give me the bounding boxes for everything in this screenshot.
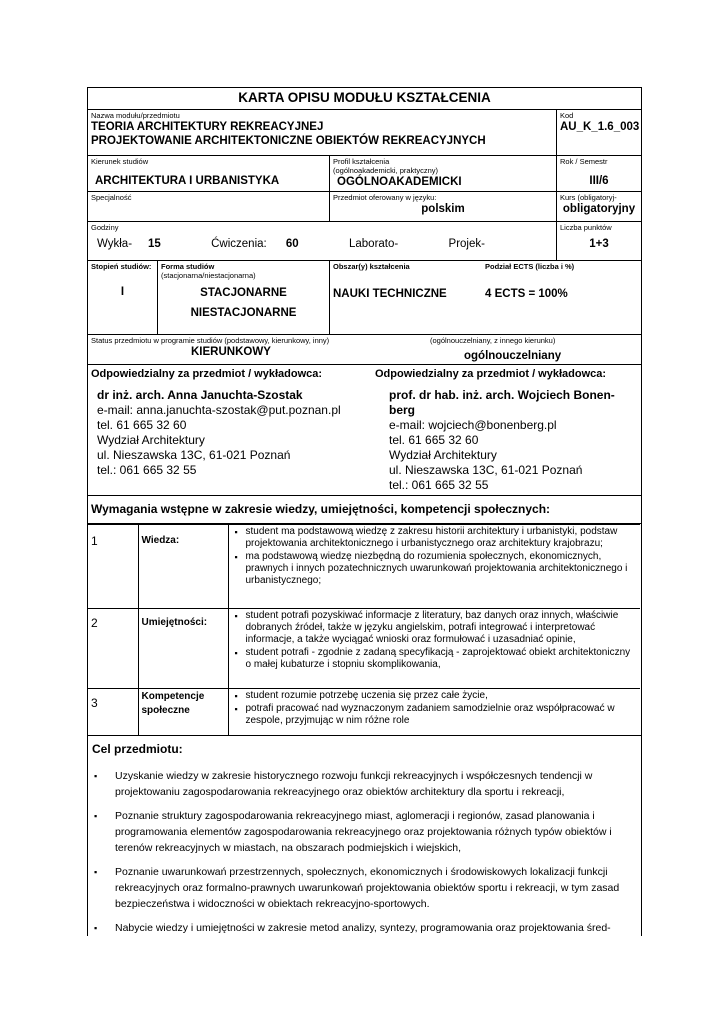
lecturers-row	[91, 367, 638, 493]
module-name-line1: TEORIA ARCHITEKTURY REKREACYJNEJ	[91, 121, 324, 133]
module-card	[87, 87, 641, 936]
lecturer-1-phone: tel. 61 665 32 60	[97, 418, 187, 432]
requirement-row	[88, 525, 640, 609]
lecturer-2-tel: tel.: 061 665 32 55	[389, 478, 489, 492]
goal-text: Poznanie struktury zagospodarowania rekreacyjnego miast, aglomeracji i regionów, zasad planowania i programowania elementów zagospodarowania rekreacyjnego oraz projektowania różnych typów obiektów i terenów rekreacyjnych w miastach, na obszarach podmiejskich i wiejskich,	[115, 809, 612, 854]
course-value: obligatoryjny	[562, 203, 636, 215]
level-cell	[88, 261, 158, 335]
module-name-label: Nazwa modułu/przedmiotu	[91, 111, 180, 120]
goals-heading: Cel przedmiotu:	[92, 741, 183, 756]
requirement-num: 1	[88, 525, 138, 609]
form-value-2: NIESTACJONARNE	[190, 307, 297, 319]
status-label: Status przedmiotu w programie studiów (podstawowy, kierunkowy, inny)	[91, 336, 330, 345]
requirements-heading: Wymagania wstępne w zakresie wiedzy, umiejętności, kompetencji społecznych:	[88, 496, 642, 524]
lecturer-1-email: e-mail: anna.januchta-szostak@put.poznan.pl	[97, 403, 341, 417]
language-label: Przedmiot oferowany w języku:	[333, 193, 437, 202]
area-value: NAUKI TECHNICZNE	[333, 288, 447, 300]
lecturer-2-phone: tel. 61 665 32 60	[389, 433, 479, 447]
direction-cell	[88, 156, 330, 192]
lecture-label: Wykła-	[97, 238, 133, 250]
ects-value: 4 ECTS = 100%	[485, 288, 568, 300]
area-cell	[330, 261, 642, 335]
ects-label: Podział ECTS (liczba i %)	[485, 262, 575, 271]
direction-label: Kierunek studiów	[91, 157, 149, 166]
status-labels	[91, 336, 638, 345]
lab-label: Laborato-	[349, 238, 399, 250]
goal-text: Poznanie uwarunkowań przestrzennych, społecznych, ekonomicznych i środowiskowych lokalizacji funkcji rekreacyjnych oraz formalno-prawnych uwarunkowań projektowania obiektów sportu i rekreacji, w tym zasad bezpieczeństwa i widoczności w obiektach rekreacyjno-sportowych.	[115, 865, 620, 910]
module-code: AU_K_1.6_003	[560, 121, 640, 133]
requirement-item: ▪ student potrafi pozyskiwać informacje z literatury, baz danych oraz innych, właściwie dobranych źródeł, także w języku angielskim, potrafi integrować i interpretować informacje, a także wyciągać wnioski oraz formułować i uzasadniać opinie,	[246, 610, 638, 646]
profile-value: OGÓLNOAKADEMICKI	[337, 176, 462, 188]
level-value: I	[120, 286, 125, 298]
project-label: Projek-	[448, 238, 485, 250]
requirement-num: 2	[88, 609, 138, 689]
status-cell	[88, 335, 642, 365]
form-sublabel: (stacjonarna/niestacjonarna)	[161, 271, 256, 280]
exercise-label: Ćwiczenia:	[211, 238, 267, 250]
requirement-item: ▪ student ma podstawową wiedzę z zakresu historii architektury i urbanistyki, podstaw projektowania architektonicznego i urbanistycznego oraz architektury krajobrazu;	[246, 526, 638, 550]
specialty-cell	[88, 192, 330, 222]
lecturer-2-faculty: Wydział Architektury	[389, 448, 497, 462]
requirement-items	[228, 609, 640, 689]
lecturer-1-faculty: Wydział Architektury	[97, 433, 205, 447]
lecturer-2	[375, 367, 615, 493]
points-value: 1+3	[589, 238, 609, 250]
lecturer-1-tel: tel.: 061 665 32 55	[97, 463, 197, 477]
module-name-line2: PROJEKTOWANIE ARCHITEKTONICZNE OBIEKTÓW REKREACYJNYCH	[91, 135, 486, 147]
level-label: Stopień studiów:	[91, 262, 152, 271]
general-label: (ogólnouczelniany, z innego kierunku)	[430, 336, 556, 345]
status-value: KIERUNKOWY	[191, 346, 271, 358]
year-label: Rok / Semestr	[560, 157, 608, 166]
requirement-items	[228, 689, 640, 735]
lecturer-2-name-2: berg	[389, 403, 416, 417]
points-cell	[557, 222, 642, 261]
year-value: III/6	[589, 175, 609, 187]
module-code-cell	[557, 110, 642, 156]
language-value: polskim	[421, 203, 465, 215]
form-label: Forma studiów	[161, 262, 215, 271]
requirements-cell	[88, 524, 642, 736]
form-cell	[158, 261, 330, 335]
goals-list	[92, 768, 635, 936]
requirement-item: ▪ student rozumie potrzebę uczenia się przez całe życie,	[246, 690, 638, 702]
lecturer-2-email: e-mail: wojciech@bonenberg.pl	[389, 418, 557, 432]
goal-text: Nabycie wiedzy i umiejętności w zakresie metod analizy, syntezy, programowania oraz projektowania śred-	[115, 921, 611, 934]
hours-label: Godziny	[91, 223, 119, 232]
lecturers-cell	[88, 365, 642, 496]
specialty-label: Specjalność	[91, 193, 132, 202]
lecturer-1-address: ul. Nieszawska 13C, 61-021 Poznań	[97, 448, 291, 462]
language-cell	[330, 192, 557, 222]
area-label: Obszar(y) kształcenia	[333, 262, 410, 271]
lecturer-2-heading: Odpowiedzialny za przedmiot / wykładowca:	[375, 368, 607, 380]
lecturer-2-name-1: prof. dr hab. inż. arch. Wojciech Bonen-	[389, 388, 615, 402]
area-header	[333, 262, 638, 271]
requirements-table	[88, 524, 640, 735]
profile-sublabel: (ogólnoakademicki, praktyczny)	[333, 166, 439, 175]
lecturer-1	[91, 367, 375, 493]
requirement-item: ▪ ma podstawową wiedzę niezbędną do rozumienia społecznych, ekonomicznych, prawnych i innych pozatechnicznych uwarunkowań projektowania architektonicznego i urbanistycznego;	[246, 551, 638, 587]
course-cell	[557, 192, 642, 222]
goals-cell	[88, 735, 642, 936]
requirement-row	[88, 609, 640, 689]
lecturer-2-address: ul. Nieszawska 13C, 61-021 Poznań	[389, 463, 583, 477]
status-values	[91, 345, 638, 363]
module-code-label: Kod	[560, 111, 574, 120]
requirement-num: 3	[88, 689, 138, 735]
requirement-item: ▪ potrafi pracować nad wyznaczonym zadaniem samodzielnie oraz współpracować w zespole, przyjmując w nim różne role	[246, 703, 638, 727]
card-table	[87, 87, 642, 936]
card-title: KARTA OPISU MODUŁU KSZTAŁCENIA	[88, 88, 642, 110]
hours-cell	[88, 222, 557, 261]
exercise-value: 60	[285, 238, 299, 250]
requirement-items	[228, 525, 640, 609]
profile-cell	[330, 156, 557, 192]
requirement-category: Umiejętności:	[138, 609, 228, 689]
lecturer-1-heading: Odpowiedzialny za przedmiot / wykładowca:	[91, 368, 323, 380]
requirement-row	[88, 689, 640, 735]
requirement-item: ▪ student potrafi - zgodnie z zadaną specyfikacją - zaprojektować obiekt architektoniczny o małej kubaturze i stopniu skomplikowania,	[246, 647, 638, 671]
requirement-category: Wiedza:	[138, 525, 228, 609]
lecturer-1-name: dr inż. arch. Anna Januchta-Szostak	[97, 388, 303, 402]
goal-item: ▪ Poznanie uwarunkowań przestrzennych, społecznych, ekonomicznych i środowiskowych lokalizacji funkcji rekreacyjnych oraz formalno-prawnych uwarunkowań projektowania obiektów sportu i rekreacji, w tym zasad bezpieczeństwa i widoczności w obiektach rekreacyjno-sportowych.	[94, 865, 620, 910]
profile-label: Profil kształcenia	[333, 157, 390, 166]
goal-text: Uzyskanie wiedzy w zakresie historycznego rozwoju funkcji rekreacyjnych i współczesnych tendencji w projektowaniu zagospodarowania rekreacyjnego oraz obiektów architektury dla sportu i rekreacji,	[115, 769, 593, 798]
area-values	[333, 287, 638, 301]
module-name-cell	[88, 110, 557, 156]
lecture-value: 15	[148, 238, 161, 250]
goal-item: ▪ Uzyskanie wiedzy w zakresie historycznego rozwoju funkcji rekreacyjnych i współczesnych tendencji w projektowaniu zagospodarowania rekreacyjnego oraz obiektów architektury dla sportu i rekreacji,	[94, 769, 593, 798]
direction-value: ARCHITEKTURA I URBANISTYKA	[95, 175, 280, 187]
hours-row	[91, 232, 553, 250]
points-label: Liczba punktów	[560, 223, 612, 232]
course-label: Kurs (obligatoryj-	[560, 193, 617, 202]
general-value: ogólnouczelniany	[464, 350, 562, 362]
year-cell	[557, 156, 642, 192]
goal-item: ▪ Poznanie struktury zagospodarowania rekreacyjnego miast, aglomeracji i regionów, zasad planowania i programowania elementów zagospodarowania rekreacyjnego oraz projektowania różnych typów obiektów i terenów rekreacyjnych w miastach, na obszarach podmiejskich i wiejskich,	[94, 809, 612, 854]
requirement-category: Kompetencje społeczne	[138, 689, 228, 735]
goal-item: ▪ Nabycie wiedzy i umiejętności w zakresie metod analizy, syntezy, programowania oraz projektowania śred-	[94, 921, 611, 934]
form-value-1: STACJONARNE	[200, 287, 287, 299]
